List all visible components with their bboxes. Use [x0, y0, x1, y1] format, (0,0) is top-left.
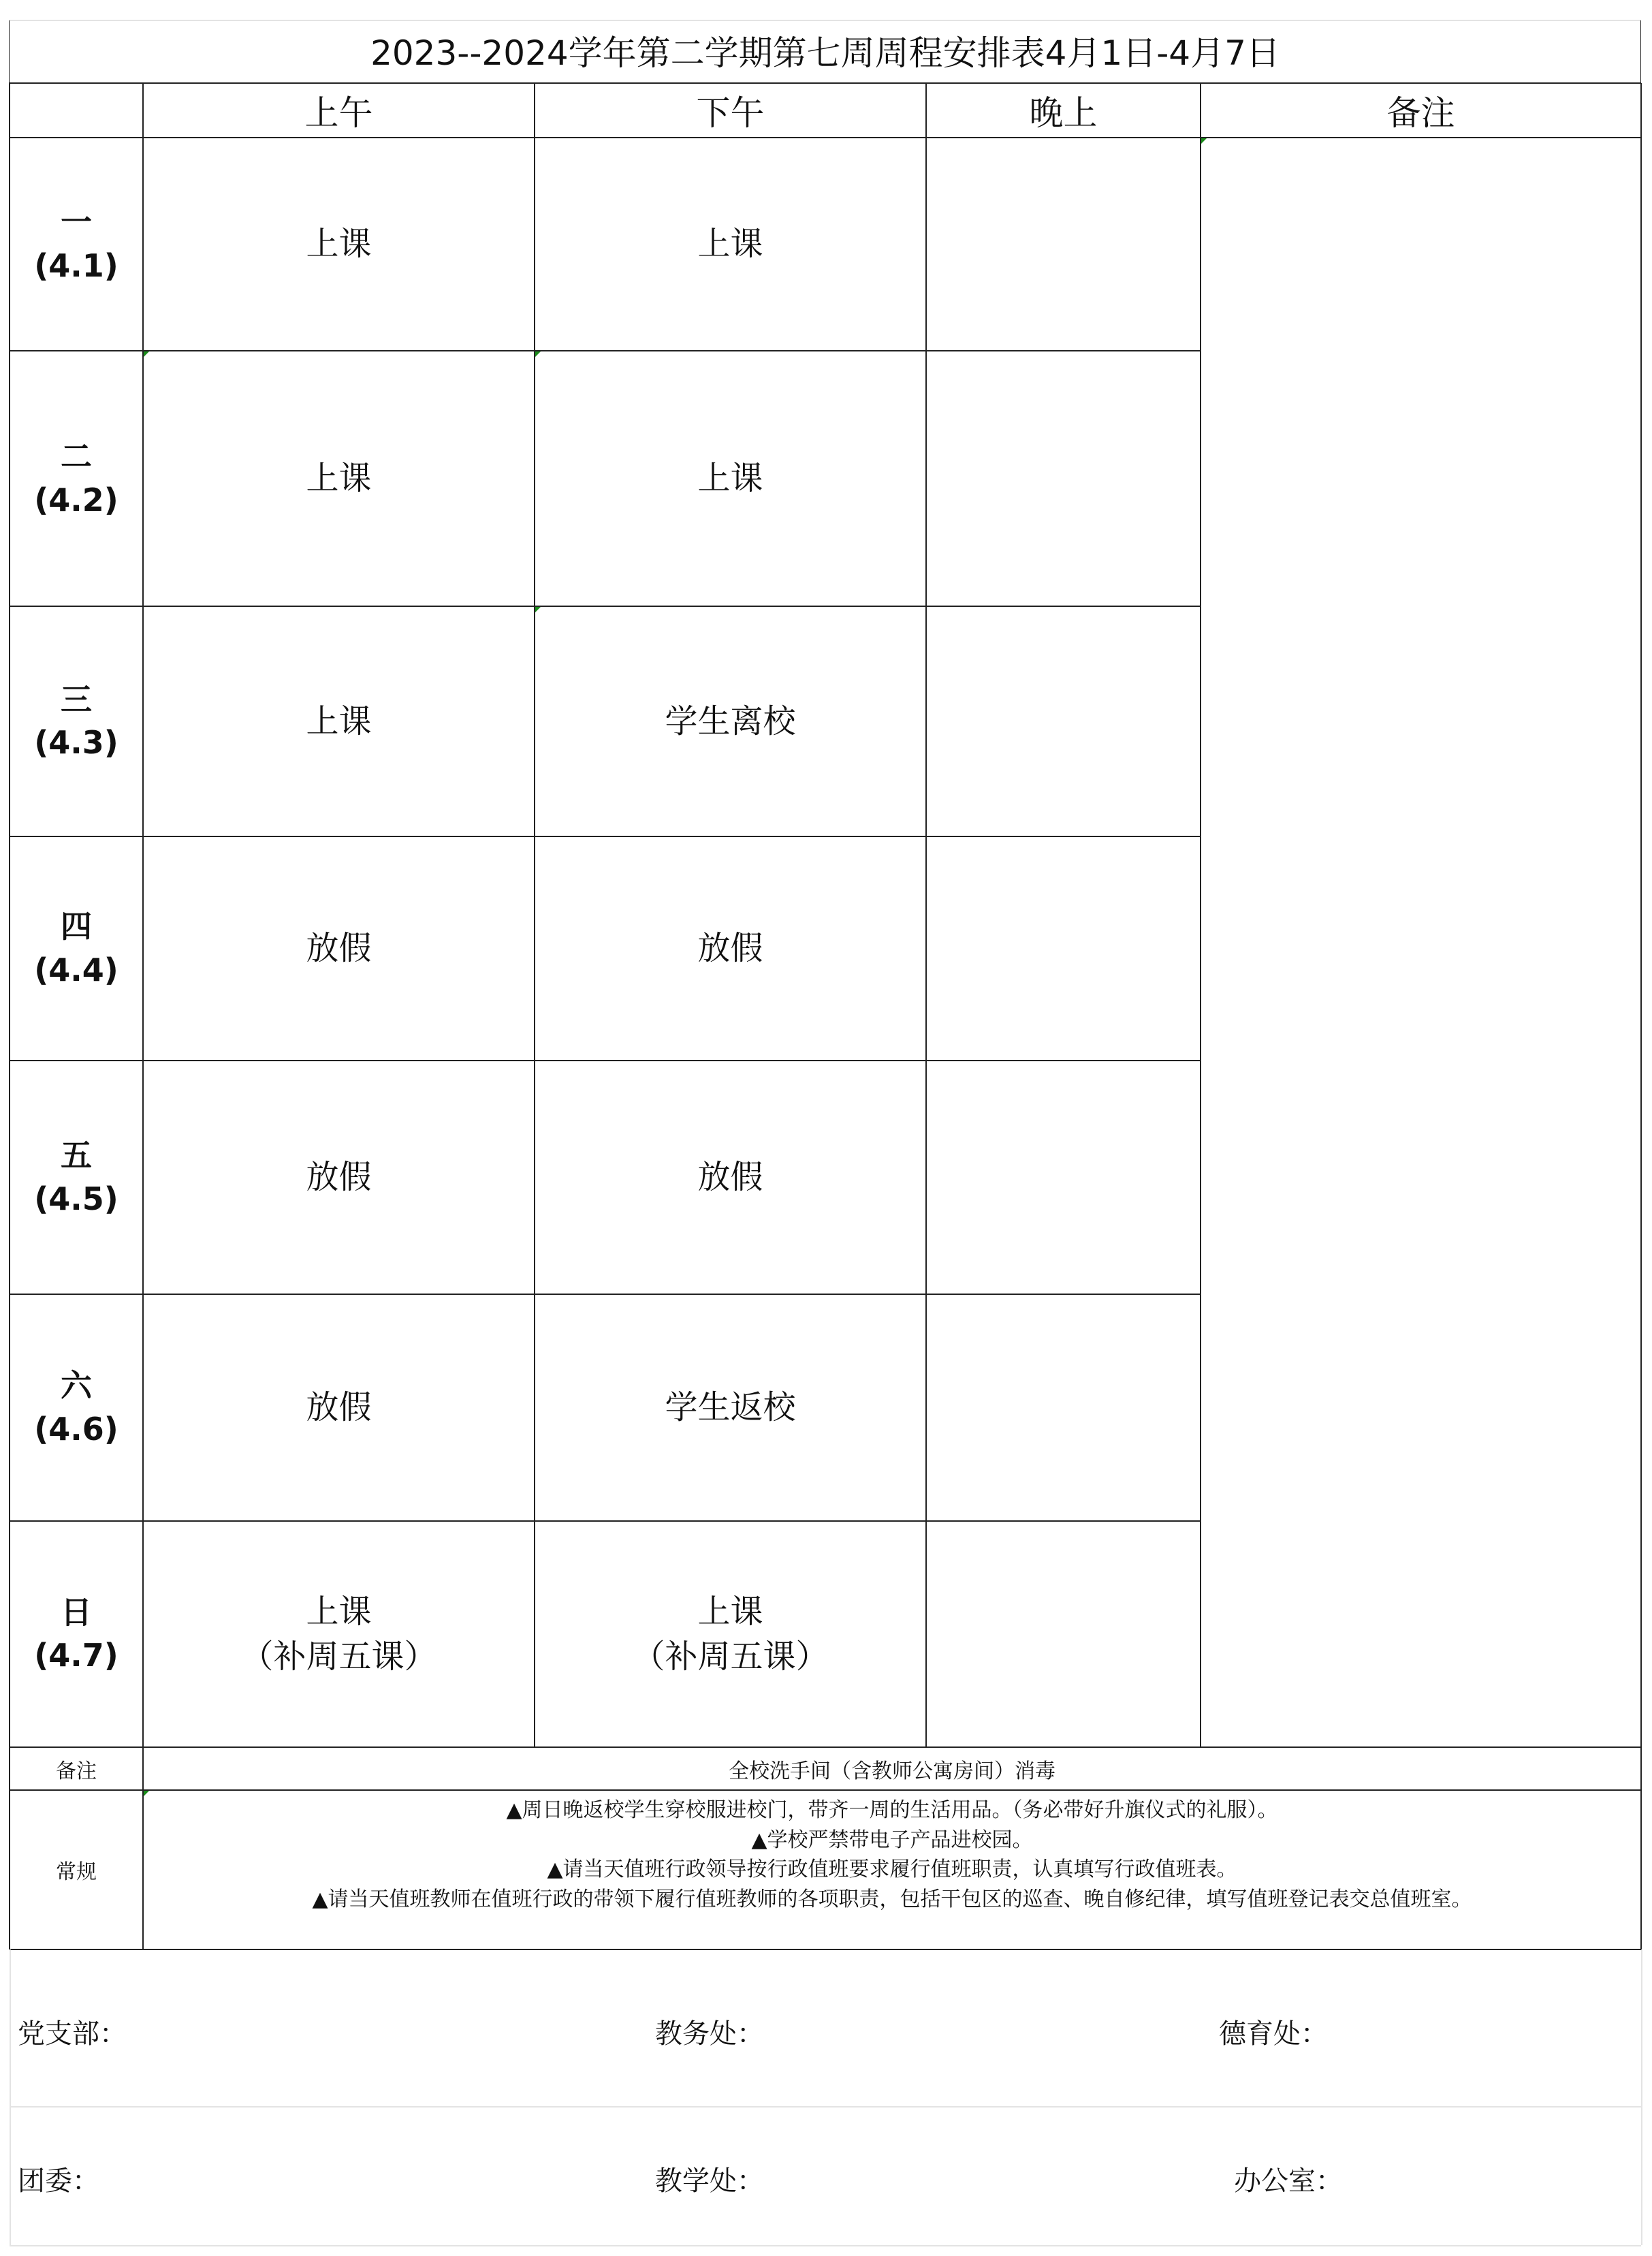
column-header: [143, 83, 535, 138]
schedule-cell-text: 上课: [306, 702, 372, 740]
schedule-cell-text: 放假: [306, 1158, 372, 1197]
schedule-cell-am: [143, 1294, 535, 1521]
remarks-row-content: [143, 1747, 1641, 1790]
routine-line: ▲学校严禁带电子产品进校园。: [751, 1828, 1033, 1852]
weekday-label: 一: [61, 204, 92, 241]
date-label: (4.2): [34, 481, 118, 518]
signature-label: 团委：: [18, 2165, 99, 2197]
schedule-cell-text: 上课: [697, 1592, 763, 1631]
date-label: (4.7): [34, 1637, 118, 1674]
schedule-cell-evening: [926, 836, 1201, 1061]
schedule-cell-pm: [535, 836, 926, 1061]
schedule-cell-pm: [535, 351, 926, 606]
weekday-label: 三: [61, 680, 92, 718]
routine-row-label: [10, 1790, 143, 1949]
remarks-row-label: [10, 1747, 143, 1790]
date-label: (4.4): [34, 951, 118, 988]
column-header: [1201, 83, 1641, 138]
column-header-label: 上午: [304, 93, 373, 133]
schedule-cell-am: [143, 606, 535, 836]
date-label: (4.3): [34, 724, 118, 761]
column-header: [535, 83, 926, 138]
schedule-cell-pm: [535, 606, 926, 836]
table-rule: [10, 20, 1641, 21]
column-header-label: 晚上: [1029, 93, 1098, 133]
weekday-label: 四: [61, 908, 92, 945]
schedule-cell-pm: [535, 1061, 926, 1294]
day-label-cell: [10, 1061, 143, 1294]
routine-label-text: 常规: [56, 1860, 97, 1884]
table-rule: [1640, 20, 1641, 83]
comment-indicator-icon: [1201, 138, 1207, 144]
comment-indicator-icon: [535, 351, 541, 357]
schedule-cell-evening: [926, 351, 1201, 606]
schedule-cell-text: 学生离校: [665, 702, 796, 740]
signature-label: 办公室：: [1234, 2165, 1343, 2197]
day-label-cell: [10, 836, 143, 1061]
remarks-column-cell: [1201, 138, 1641, 1747]
remarks-content-text: 全校洗手间（含教师公寓房间）消毒: [729, 1759, 1055, 1783]
routine-line: ▲请当天值班行政领导按行政值班要求履行值班职责，认真填写行政值班表。: [547, 1858, 1237, 1881]
schedule-cell-text: 放假: [306, 1388, 372, 1427]
comment-indicator-icon: [535, 607, 541, 612]
schedule-cell-text: 学生返校: [665, 1388, 796, 1427]
table-rule: [9, 20, 10, 83]
remarks-label-text: 备注: [56, 1759, 97, 1783]
signature-rule: [1641, 1949, 1642, 2245]
weekday-label: 六: [61, 1367, 92, 1405]
routine-line: ▲周日晚返校学生穿校服进校门，带齐一周的生活用品。（务必带好升旗仪式的礼服）。: [506, 1798, 1278, 1822]
signature-label: 教务处：: [655, 2018, 764, 2050]
schedule-cell-evening: [926, 1061, 1201, 1294]
schedule-cell-evening: [926, 1294, 1201, 1521]
weekday-label: 日: [61, 1593, 92, 1631]
column-header-label: 下午: [696, 93, 765, 133]
signature-label: 德育处：: [1219, 2018, 1328, 2050]
schedule-cell-am: [143, 836, 535, 1061]
schedule-cell-text: （补周五课）: [240, 1638, 437, 1676]
signature-rule: [10, 2245, 1641, 2246]
schedule-cell-text: 上课: [697, 459, 763, 498]
schedule-cell-text: 上课: [306, 225, 372, 264]
comment-indicator-icon: [144, 1791, 149, 1796]
schedule-cell-text: 上课: [306, 1592, 372, 1631]
column-header: [10, 83, 143, 138]
schedule-cell-text: （补周五课）: [632, 1638, 829, 1676]
schedule-cell-am: [143, 1061, 535, 1294]
signature-rule: [10, 2106, 1641, 2108]
schedule-cell-am: [143, 138, 535, 351]
schedule-cell-text: 上课: [697, 225, 763, 264]
schedule-cell-evening: [926, 606, 1201, 836]
column-header: [926, 83, 1201, 138]
schedule-cell-am: [143, 1521, 535, 1747]
schedule-cell-evening: [926, 138, 1201, 351]
schedule-cell-text: 放假: [697, 1158, 763, 1197]
weekday-label: 二: [61, 438, 92, 475]
page-title: 2023--2024学年第二学期第七周周程安排表4月1日-4月7日: [370, 33, 1280, 73]
comment-indicator-icon: [144, 351, 149, 357]
date-label: (4.1): [34, 247, 118, 284]
routine-line: ▲请当天值班教师在值班行政的带领下履行值班教师的各项职责，包括干包区的巡查、晚自修纪律，填写值班登记表交总值班室。: [312, 1887, 1472, 1911]
schedule-cell-pm: [535, 1521, 926, 1747]
schedule-cell-pm: [535, 138, 926, 351]
schedule-cell-text: 放假: [697, 929, 763, 968]
day-label-cell: [10, 351, 143, 606]
schedule-cell-am: [143, 351, 535, 606]
weekday-label: 五: [61, 1137, 92, 1174]
day-label-cell: [10, 138, 143, 351]
day-label-cell: [10, 1294, 143, 1521]
column-header-label: 备注: [1386, 93, 1455, 133]
day-label-cell: [10, 606, 143, 836]
schedule-cell-evening: [926, 1521, 1201, 1747]
signature-label: 教学处：: [655, 2165, 764, 2197]
date-label: (4.6): [34, 1410, 118, 1447]
routine-row-content: [143, 1790, 1641, 1949]
day-label-cell: [10, 1521, 143, 1747]
schedule-cell-text: 放假: [306, 929, 372, 968]
date-label: (4.5): [34, 1180, 118, 1217]
signature-label: 党支部：: [18, 2018, 127, 2050]
schedule-cell-pm: [535, 1294, 926, 1521]
schedule-cell-text: 上课: [306, 459, 372, 498]
signature-rule: [10, 1949, 11, 2245]
